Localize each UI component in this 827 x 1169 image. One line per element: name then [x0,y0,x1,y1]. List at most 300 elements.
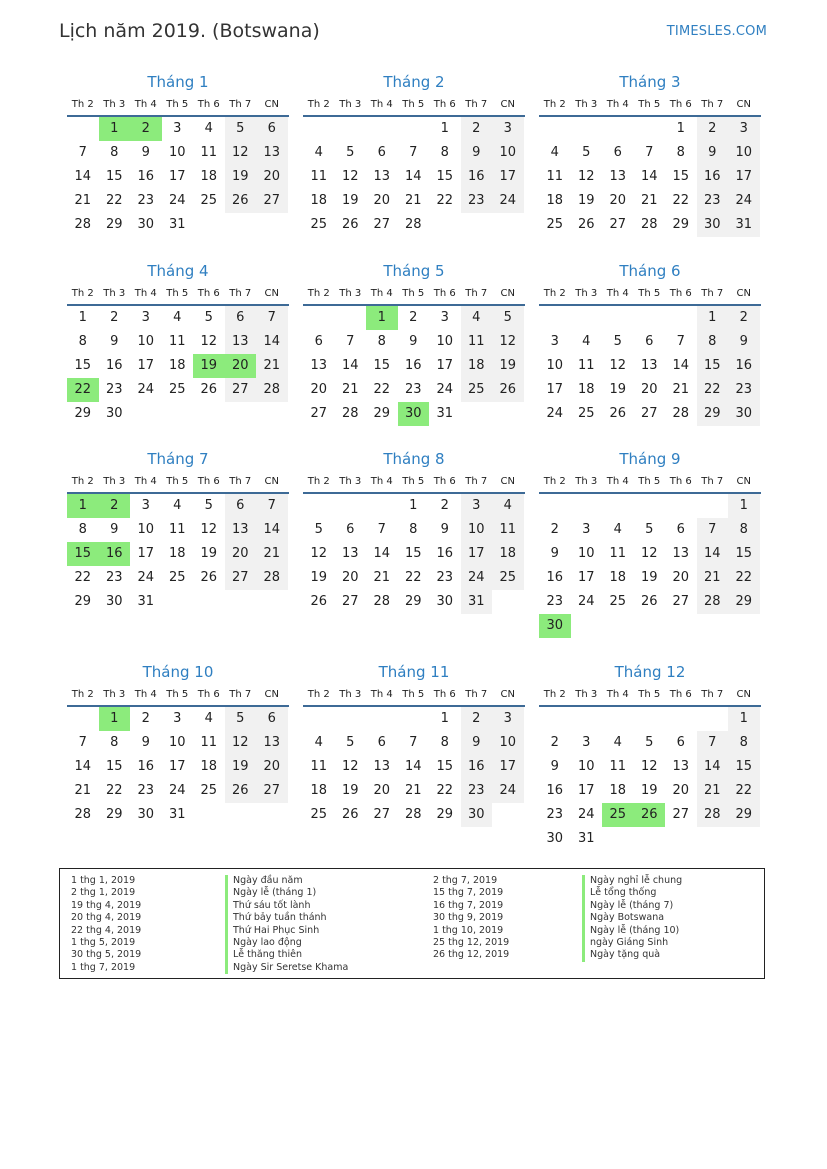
day-cell: 12 [341,169,359,184]
weekday-label: CN [500,99,515,110]
day-cell: 10 [168,735,186,750]
weekday-label: Th 6 [669,288,692,299]
day-cell: 12 [577,169,595,184]
day-cell: 9 [440,522,449,537]
weekday-label: Th 5 [402,476,425,487]
day-cell: 27 [609,217,627,232]
day-cell: 9 [550,546,559,561]
day-cell: 26 [225,189,257,213]
day-cell: 18 [310,193,328,208]
week-row [539,494,761,518]
day-cell: 25 [609,594,627,609]
weekday-label: Th 4 [370,476,393,487]
week-row [303,542,525,566]
day-cell: 10 [137,334,155,349]
day-cell: 5 [645,735,654,750]
day-cell: 13 [640,358,658,373]
day-cell: 12 [640,546,658,561]
legend-holiday-name: Ngày lễ (tháng 7) [582,900,682,912]
day-empty [461,213,493,237]
legend-date: 15 thg 7, 2019 [433,887,504,899]
day-cell: 20 [640,382,658,397]
day-cell-holiday: 20 [225,354,257,378]
day-cell: 14 [404,759,422,774]
day-cell: 2 [141,711,150,726]
day-cell: 15 [105,169,123,184]
day-cell: 4 [173,310,182,325]
legend-dates-right [433,875,509,962]
day-cell: 14 [373,546,391,561]
day-cell: 1 [676,121,685,136]
week-row [67,566,289,590]
day-cell: 15 [672,169,690,184]
day-cell: 11 [310,169,328,184]
day-cell: 13 [373,759,391,774]
weekday-label: Th 7 [229,689,252,700]
day-cell: 5 [314,522,323,537]
weekday-label: Th 7 [701,476,724,487]
weekday-label: Th 3 [339,689,362,700]
day-cell: 30 [436,594,454,609]
day-empty [697,494,729,518]
weekday-label: Th 4 [606,99,629,110]
day-cell: 2 [697,117,729,141]
day-empty [335,707,367,731]
day-cell: 3 [173,121,182,136]
day-cell: 12 [200,334,218,349]
day-cell: 5 [645,522,654,537]
weekday-label: Th 6 [669,99,692,110]
day-cell: 16 [697,165,729,189]
day-cell: 10 [137,522,155,537]
day-empty [162,402,194,426]
day-cell: 7 [697,518,729,542]
weekday-label: Th 4 [134,288,157,299]
weekday-label: Th 7 [229,288,252,299]
day-cell: 23 [105,570,123,585]
day-cell: 13 [256,731,288,755]
weekday-label: Th 5 [166,476,189,487]
legend-date: 30 thg 9, 2019 [433,912,504,924]
week-row [539,755,761,779]
day-cell: 20 [609,193,627,208]
month-block [303,448,525,614]
day-empty [256,803,288,827]
day-cell: 9 [141,735,150,750]
weekday-label: Th 2 [71,288,94,299]
day-cell: 11 [609,546,627,561]
day-cell: 4 [314,735,323,750]
day-cell: 14 [256,330,288,354]
day-cell: 8 [440,735,449,750]
week-row [67,189,289,213]
day-cell: 23 [728,378,760,402]
day-cell: 20 [256,755,288,779]
weekday-label: Th 3 [339,476,362,487]
day-cell: 1 [440,711,449,726]
day-empty [602,494,634,518]
day-cell: 13 [310,358,328,373]
day-cell: 29 [74,406,92,421]
day-cell: 23 [461,189,493,213]
day-cell: 1 [728,707,760,731]
day-cell: 19 [341,193,359,208]
day-cell: 8 [728,731,760,755]
month-title: Tháng 2 [383,73,445,91]
day-cell: 1 [440,121,449,136]
weekday-label: Th 3 [103,476,126,487]
week-row [303,518,525,542]
day-cell: 7 [256,494,288,518]
day-cell: 21 [256,542,288,566]
day-cell: 23 [137,193,155,208]
legend-holiday-name: Ngày Botswana [582,912,682,924]
day-cell: 27 [225,566,257,590]
week-row [303,803,525,827]
month-block [67,71,289,237]
day-cell: 18 [609,783,627,798]
day-cell: 22 [728,779,760,803]
month-block [303,71,525,237]
day-cell: 23 [404,382,422,397]
site-link[interactable]: TIMESLES.COM [666,24,767,39]
day-empty [634,306,666,330]
day-cell: 9 [461,731,493,755]
weekday-header [303,95,525,117]
weekday-label: Th 4 [606,689,629,700]
weekday-label: Th 2 [543,476,566,487]
day-cell: 15 [105,759,123,774]
holiday-legend [59,868,765,979]
weekday-label: Th 2 [307,288,330,299]
weekday-label: Th 6 [197,288,220,299]
week-row [539,827,761,851]
day-cell: 6 [676,522,685,537]
day-cell: 1 [78,310,87,325]
week-row [303,779,525,803]
day-cell: 23 [697,189,729,213]
day-cell: 10 [436,334,454,349]
day-cell-holiday: 30 [398,402,430,426]
day-cell: 22 [436,783,454,798]
legend-date: 1 thg 1, 2019 [71,875,136,886]
day-empty [366,117,398,141]
week-row [67,117,289,141]
day-empty [193,803,225,827]
week-row [67,755,289,779]
day-cell: 5 [613,334,622,349]
day-empty [130,402,162,426]
day-empty [303,494,335,518]
day-cell: 22 [105,193,123,208]
day-cell: 1 [697,306,729,330]
day-cell: 3 [582,735,591,750]
day-cell: 19 [640,783,658,798]
weekday-label: Th 2 [543,99,566,110]
day-cell: 19 [310,570,328,585]
day-cell: 2 [409,310,418,325]
day-empty [492,213,524,237]
day-cell: 27 [373,217,391,232]
weekday-label: Th 7 [701,99,724,110]
week-row [303,566,525,590]
day-cell: 4 [613,735,622,750]
day-cell: 30 [546,831,564,846]
day-cell: 30 [697,213,729,237]
day-cell: 3 [440,310,449,325]
week-row [303,117,525,141]
day-cell: 11 [200,145,218,160]
day-cell: 4 [204,121,213,136]
month-block [67,661,289,827]
day-cell: 12 [609,358,627,373]
week-row [303,354,525,378]
weekday-label: Th 3 [575,476,598,487]
day-cell: 14 [404,169,422,184]
day-cell: 24 [492,189,524,213]
day-cell: 15 [728,755,760,779]
day-cell: 14 [256,518,288,542]
day-cell-holiday: 16 [99,542,131,566]
day-cell: 25 [577,406,595,421]
day-empty [602,707,634,731]
week-row [67,590,289,614]
week-row [303,189,525,213]
week-row [67,707,289,731]
week-row [303,402,525,426]
day-cell: 18 [168,358,186,373]
day-empty [256,590,288,614]
week-row [303,731,525,755]
day-cell: 21 [74,193,92,208]
day-cell: 22 [74,570,92,585]
day-cell: 23 [461,779,493,803]
weekday-label: Th 5 [638,476,661,487]
day-cell: 24 [577,594,595,609]
day-cell: 27 [310,406,328,421]
day-cell: 4 [613,522,622,537]
day-cell: 11 [310,759,328,774]
day-empty [366,494,398,518]
weekday-label: Th 7 [465,99,488,110]
day-cell: 26 [341,807,359,822]
weekday-header [303,472,525,494]
day-cell: 2 [550,735,559,750]
week-row [67,165,289,189]
day-cell-holiday: 19 [193,354,225,378]
month-title: Tháng 8 [383,450,445,468]
day-cell: 9 [550,759,559,774]
weekday-header [67,95,289,117]
month-title: Tháng 9 [619,450,681,468]
day-cell: 27 [225,378,257,402]
week-row [539,707,761,731]
day-cell-holiday: 1 [67,494,99,518]
legend-holiday-name: Ngày lao động [225,937,348,949]
day-cell: 7 [409,145,418,160]
day-cell: 18 [310,783,328,798]
day-cell-holiday: 2 [130,117,162,141]
week-row [303,755,525,779]
legend-date: 25 thg 12, 2019 [433,936,510,948]
day-cell: 22 [373,382,391,397]
day-cell: 21 [256,354,288,378]
day-cell: 17 [492,755,524,779]
weekday-header [67,284,289,306]
day-cell: 26 [341,217,359,232]
day-cell: 21 [404,193,422,208]
day-cell: 29 [105,217,123,232]
weekday-label: Th 6 [669,689,692,700]
day-cell: 17 [137,358,155,373]
week-row [67,141,289,165]
weekday-label: Th 7 [465,476,488,487]
legend-date: 16 thg 7, 2019 [433,899,504,911]
weekday-header [67,685,289,707]
day-empty [602,306,634,330]
day-cell: 20 [341,570,359,585]
day-cell: 8 [78,522,87,537]
weekday-label: Th 5 [166,288,189,299]
day-empty [398,707,430,731]
day-cell: 24 [492,779,524,803]
day-cell: 31 [461,590,493,614]
day-cell: 11 [492,518,524,542]
day-empty [193,402,225,426]
day-cell: 10 [492,141,524,165]
day-cell: 20 [256,165,288,189]
day-cell: 29 [373,406,391,421]
weekday-label: Th 2 [71,689,94,700]
day-cell: 28 [256,378,288,402]
day-cell: 14 [74,169,92,184]
day-cell: 13 [256,141,288,165]
legend-date: 2 thg 7, 2019 [433,875,498,886]
day-empty [256,213,288,237]
week-row [67,402,289,426]
day-cell: 11 [577,358,595,373]
day-cell: 18 [492,542,524,566]
week-row [539,330,761,354]
weekday-label: CN [264,99,279,110]
day-cell: 2 [461,117,493,141]
day-cell: 25 [310,217,328,232]
weekday-label: Th 2 [307,476,330,487]
day-cell: 12 [225,141,257,165]
day-cell: 12 [492,330,524,354]
day-cell: 2 [110,310,119,325]
day-cell: 4 [461,306,493,330]
day-cell: 9 [461,141,493,165]
day-empty [398,117,430,141]
day-cell: 3 [461,494,493,518]
weekday-label: Th 6 [669,476,692,487]
day-cell: 6 [225,306,257,330]
day-cell: 27 [672,594,690,609]
day-cell: 13 [225,518,257,542]
day-empty [665,707,697,731]
day-cell: 27 [256,189,288,213]
day-cell-holiday: 15 [67,542,99,566]
day-cell: 26 [200,382,218,397]
day-cell: 4 [550,145,559,160]
day-cell: 28 [373,594,391,609]
day-cell: 9 [728,330,760,354]
month-title: Tháng 11 [378,663,450,681]
day-cell: 29 [697,402,729,426]
day-cell: 19 [200,546,218,561]
day-cell: 7 [346,334,355,349]
day-cell: 14 [697,542,729,566]
day-empty [665,827,697,851]
day-cell: 18 [546,193,564,208]
week-row [539,354,761,378]
day-cell: 10 [728,141,760,165]
day-cell: 13 [373,169,391,184]
week-row [303,378,525,402]
month-block [303,661,525,827]
day-cell: 14 [697,755,729,779]
week-row [67,731,289,755]
day-empty [225,213,257,237]
day-cell: 5 [582,145,591,160]
day-cell: 22 [728,566,760,590]
day-cell: 11 [609,759,627,774]
week-row [539,518,761,542]
week-row [67,330,289,354]
day-cell: 10 [461,518,493,542]
month-title: Tháng 7 [147,450,209,468]
weekday-header [539,284,761,306]
day-cell: 17 [577,570,595,585]
day-cell: 31 [137,594,155,609]
day-cell: 9 [141,145,150,160]
day-cell: 27 [672,807,690,822]
weekday-label: Th 4 [134,476,157,487]
weekday-label: Th 2 [543,689,566,700]
week-row [303,707,525,731]
day-cell: 19 [609,382,627,397]
week-row [303,141,525,165]
weekday-label: Th 3 [103,99,126,110]
day-cell: 21 [640,193,658,208]
week-row [539,402,761,426]
weekday-header [67,472,289,494]
legend-dates-left [71,875,141,974]
legend-holiday-name: Ngày Sir Seretse Khama [225,962,348,974]
day-cell: 31 [168,217,186,232]
day-cell: 28 [672,406,690,421]
weekday-label: CN [500,476,515,487]
day-cell: 10 [168,145,186,160]
day-cell: 10 [492,731,524,755]
legend-holiday-name: Ngày lễ (tháng 1) [225,887,348,899]
day-cell: 8 [110,145,119,160]
legend-names-left [225,875,348,974]
day-cell: 7 [409,735,418,750]
day-cell: 25 [546,217,564,232]
legend-date: 2 thg 1, 2019 [71,887,136,899]
legend-date: 1 thg 7, 2019 [71,961,136,973]
day-cell: 9 [110,334,119,349]
day-cell: 25 [168,382,186,397]
day-cell: 21 [672,382,690,397]
day-cell: 9 [409,334,418,349]
day-cell: 16 [404,358,422,373]
day-cell: 6 [256,707,288,731]
month-block [539,661,761,851]
legend-date: 26 thg 12, 2019 [433,949,510,961]
